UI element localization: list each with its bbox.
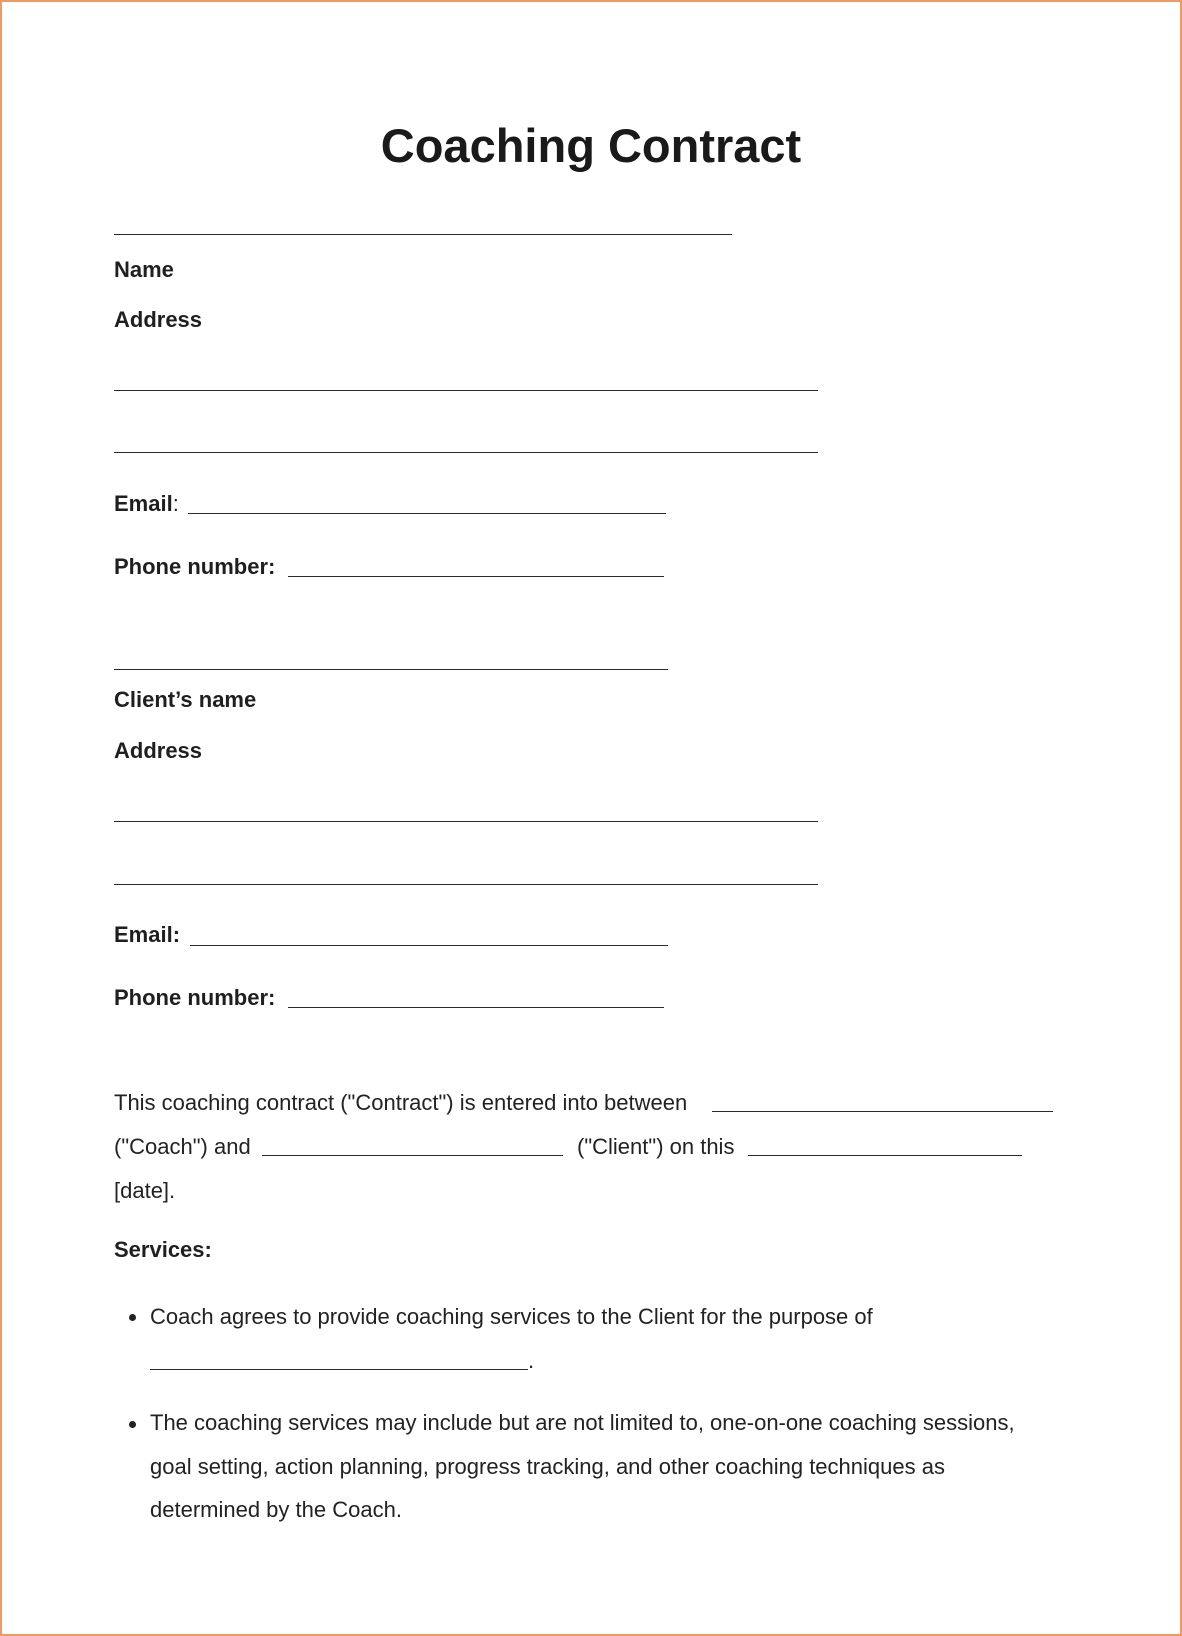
coach-name-label: Name: [114, 257, 174, 282]
coach-phone-label: Phone number:: [114, 554, 276, 579]
coach-email-colon: :: [172, 491, 179, 516]
client-address-blank-1: [114, 821, 818, 822]
coach-address-blank-1: [114, 390, 818, 391]
coach-party-blank: [712, 1111, 1053, 1112]
coach-email-blank: [188, 513, 666, 514]
coach-name-blank: [114, 234, 732, 235]
service-bullet-1-end: .: [528, 1348, 535, 1373]
client-name-label: Client’s name: [114, 687, 257, 712]
service-bullet-1-text: Coach agrees to provide coaching services to the Client for the purpose of: [150, 1304, 873, 1329]
client-party-blank: [262, 1155, 563, 1156]
date-blank: [748, 1155, 1022, 1156]
client-address-blank-2: [114, 884, 818, 885]
client-phone-label: Phone number:: [114, 985, 276, 1010]
purpose-blank: [150, 1369, 528, 1370]
client-address-label: Address: [114, 738, 203, 763]
coach-address-label: Address: [114, 307, 203, 332]
bullet-icon: [129, 1421, 136, 1428]
client-phone-blank: [288, 1007, 664, 1008]
agreement-client-text: ("Client") on this: [577, 1134, 735, 1159]
client-email-blank: [190, 945, 668, 946]
coach-address-blank-2: [114, 452, 818, 453]
coach-email-label-text: Email: [114, 491, 173, 516]
coach-email-label: [114, 490, 179, 518]
agreement-date-text: [date].: [114, 1178, 176, 1203]
agreement-line-1: This coaching contract ("Contract") is entered into between: [114, 1090, 688, 1115]
services-heading: Services:: [114, 1237, 212, 1262]
service-bullet-2-line-2: goal setting, action planning, progress tracking, and other coaching techniques as: [150, 1454, 945, 1479]
page-title: Coaching Contract: [380, 119, 802, 172]
agreement-coach-text: ("Coach") and: [114, 1134, 251, 1159]
client-name-blank: [114, 669, 668, 670]
coach-phone-blank: [288, 576, 664, 577]
client-email-label: Email:: [114, 922, 181, 947]
service-bullet-2-line-3: determined by the Coach.: [150, 1497, 402, 1522]
service-bullet-2-line-1: The coaching services may include but are not limited to, one-on-one coaching sessions,: [150, 1410, 1015, 1435]
bullet-icon: [129, 1314, 136, 1321]
